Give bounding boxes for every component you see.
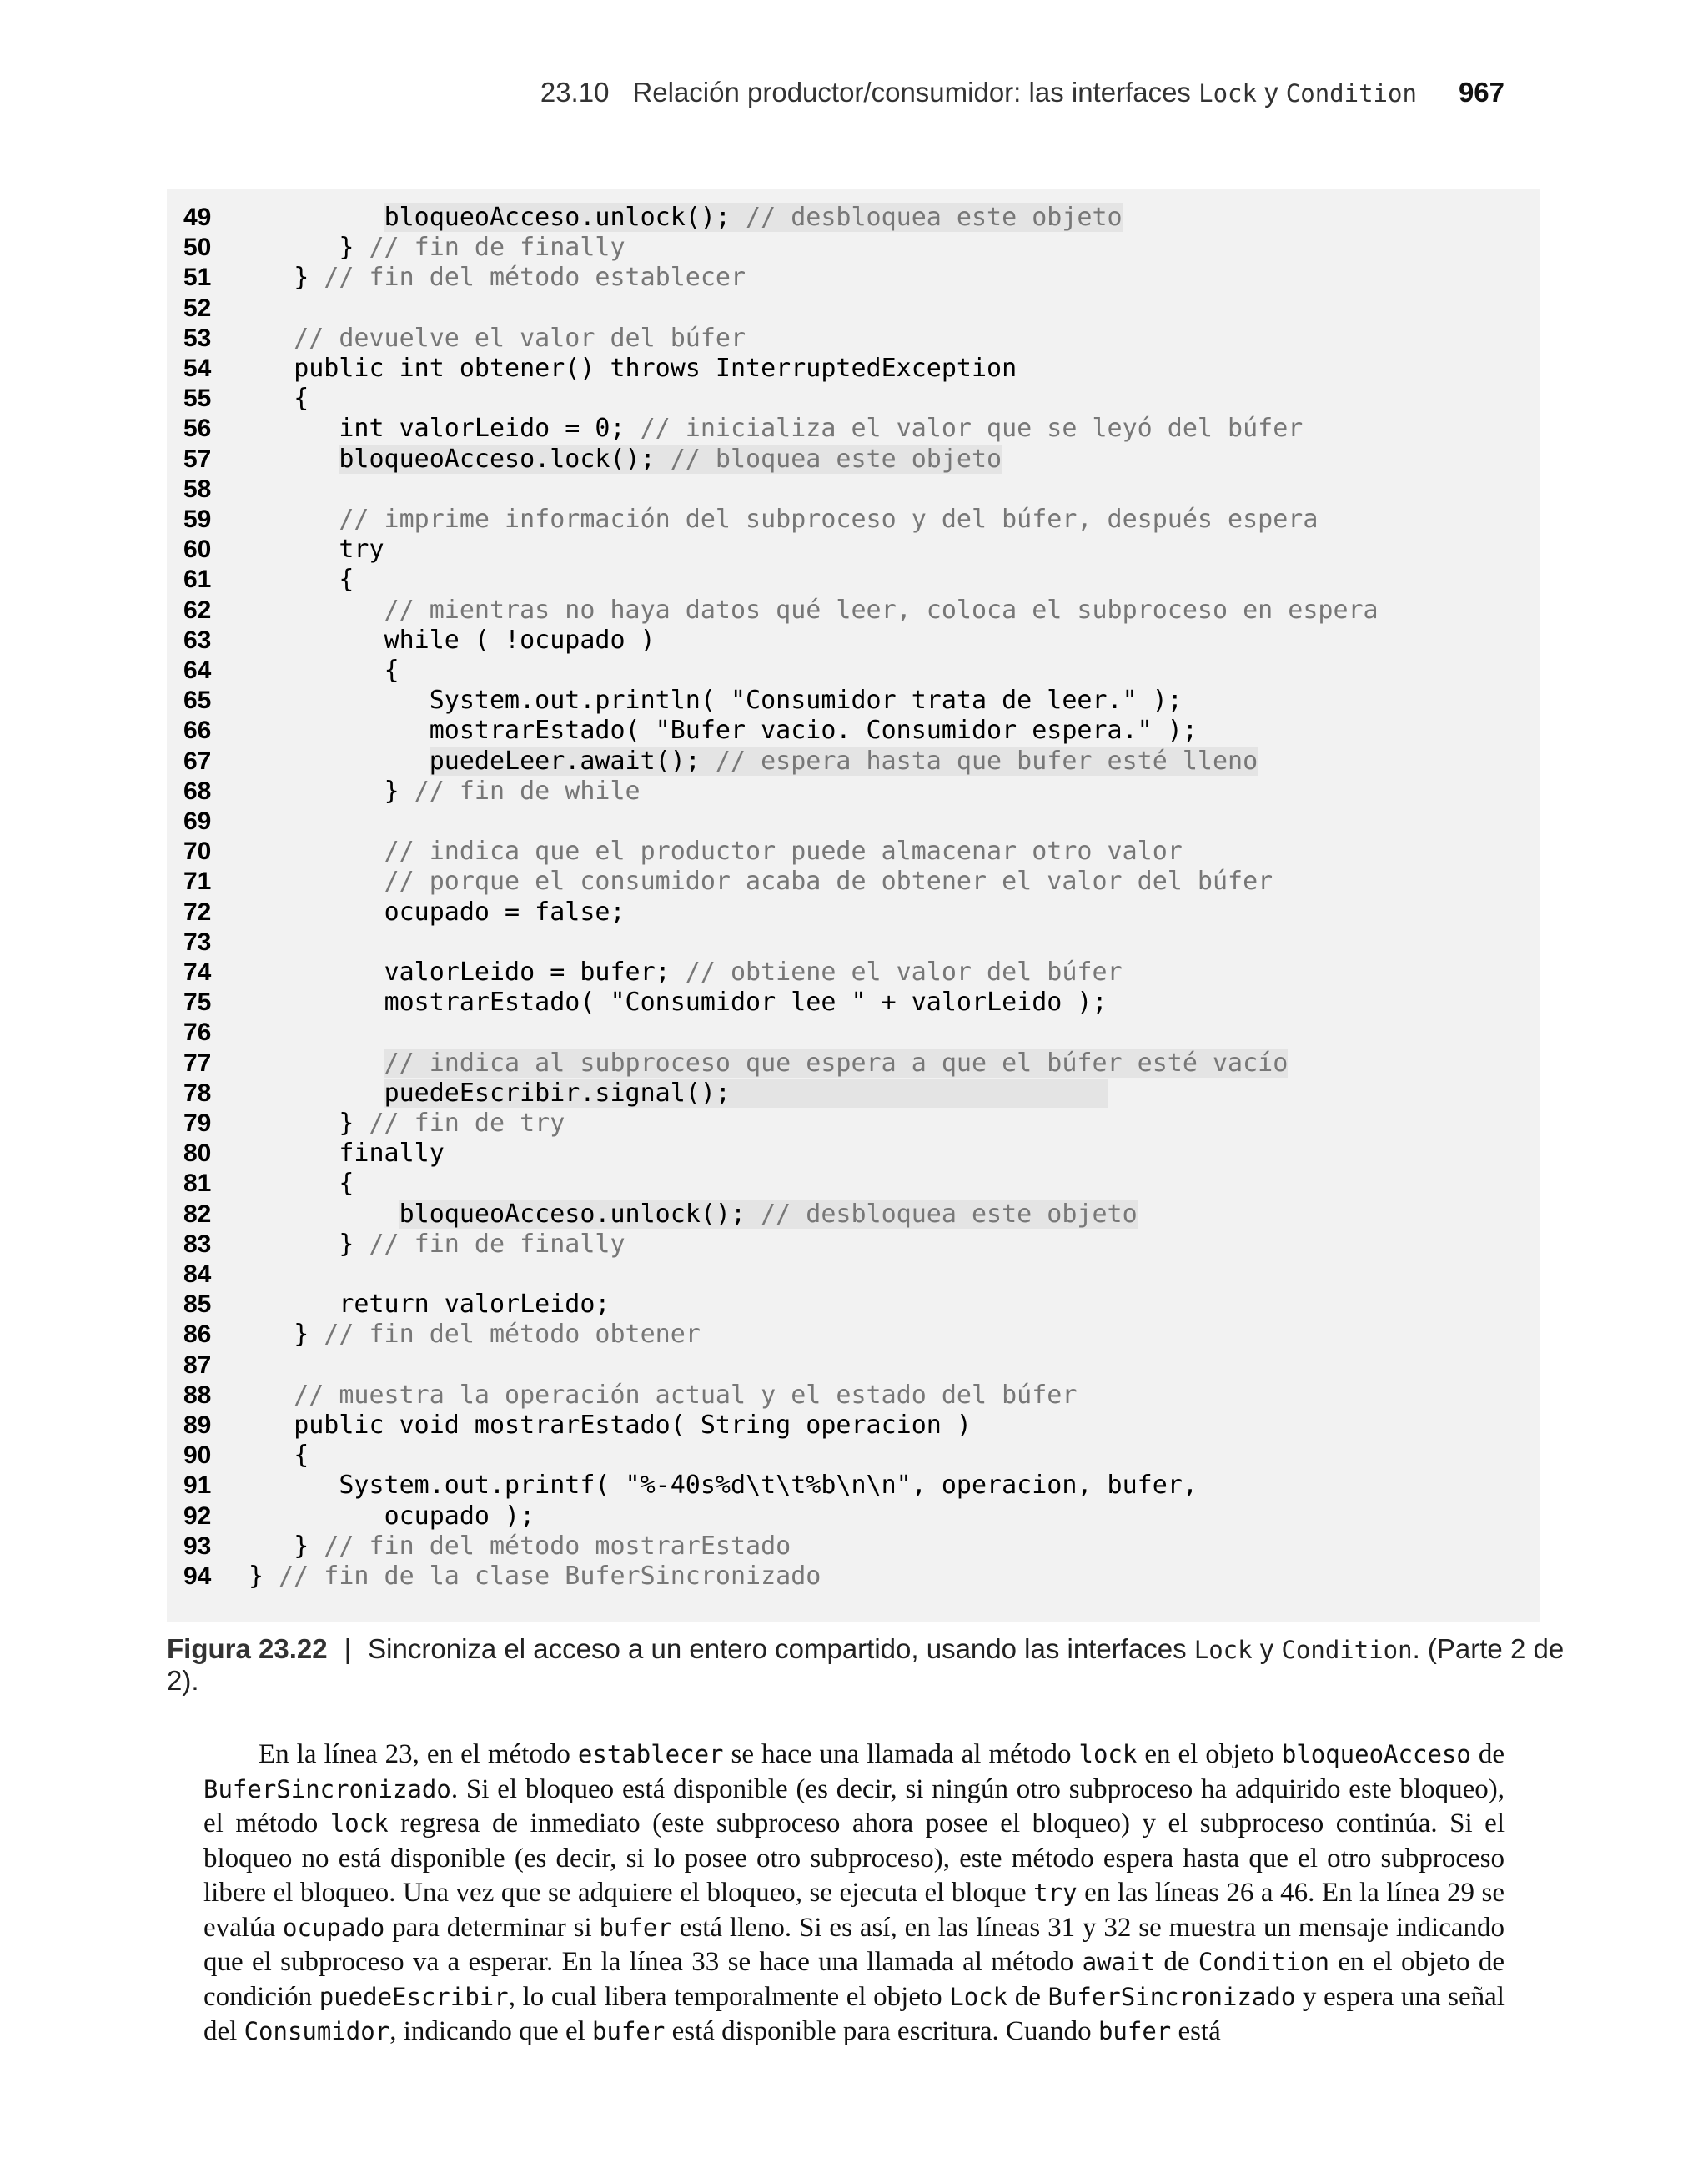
code-indent [249, 414, 339, 443]
code-indent [249, 565, 339, 594]
code-indent [249, 1049, 384, 1078]
code-text [249, 203, 1123, 233]
code-body [384, 1049, 1289, 1078]
code-body [339, 445, 1002, 474]
code-text [249, 1441, 309, 1471]
code-text [249, 988, 1108, 1018]
page-number: 967 [1458, 77, 1505, 108]
code-text [249, 1501, 535, 1532]
code-body [294, 354, 1017, 383]
code-comment: // devuelve el valor del búfer [294, 323, 746, 353]
code-statement: puedeEscribir.signal(); [384, 1078, 1108, 1108]
line-number: 84 [183, 1260, 212, 1288]
code-body [384, 596, 1379, 625]
line-number: 92 [183, 1501, 212, 1530]
code-comment: // mientras no haya datos qué leer, coloca el subproceso en espera [384, 595, 1379, 625]
code-indent [249, 1169, 339, 1198]
code-indent [249, 958, 384, 987]
code-text [249, 1381, 1077, 1411]
code-indent [249, 716, 430, 745]
code-body [294, 1532, 791, 1561]
line-number: 78 [183, 1079, 212, 1107]
code-indent [249, 988, 384, 1017]
inline-code: puedeEscribir [319, 1982, 509, 2011]
text: está disponible para escritura. Cuando [665, 2016, 1098, 2046]
code-comment: // fin del método establecer [324, 263, 746, 293]
code-indent [249, 505, 339, 534]
line-number: 66 [183, 717, 212, 745]
code-body [384, 1501, 535, 1531]
code-comment: // indica que el productor puede almacenar otro valor [384, 837, 1183, 867]
running-title-code-condition: Condition [1285, 79, 1417, 108]
code-body [294, 263, 746, 292]
line-number: 86 [183, 1320, 212, 1349]
code-indent [249, 747, 430, 776]
code-body [294, 1441, 309, 1470]
line-number: 73 [183, 928, 212, 956]
line-number: 83 [183, 1230, 212, 1258]
code-body [294, 384, 309, 413]
code-comment: // fin de try [369, 1109, 565, 1138]
code-body [339, 1109, 565, 1138]
running-title-text: Relación productor/consumidor: las interfaces [632, 77, 1191, 108]
inline-code: lock [329, 1809, 389, 1838]
inline-code: bloqueoAcceso [1281, 1740, 1471, 1768]
code-indent [249, 445, 339, 474]
line-number: 90 [183, 1441, 212, 1470]
running-title-code-lock: Lock [1198, 79, 1257, 108]
code-text [249, 777, 640, 807]
code-statement: public void mostrarEstado( String operacion ) [294, 1411, 972, 1440]
inline-code: BuferSincronizado [203, 1774, 451, 1803]
code-indent [249, 354, 294, 383]
line-number: 63 [183, 626, 212, 654]
code-statement: mostrarEstado( "Consumidor lee " + valorLeido ); [384, 988, 1108, 1018]
code-body [384, 837, 1183, 866]
code-body [294, 1320, 701, 1349]
code-statement: bloqueoAcceso.unlock(); [399, 1199, 761, 1229]
code-comment: // desbloquea este objeto [746, 203, 1123, 232]
line-number: 51 [183, 264, 212, 292]
code-text [249, 898, 625, 928]
section-number: 23.10 [540, 77, 610, 108]
code-text [249, 1139, 445, 1169]
code-text [249, 686, 1183, 716]
line-number: 69 [183, 807, 212, 835]
line-number: 55 [183, 385, 212, 413]
code-comment: // muestra la operación actual y el estado del búfer [294, 1380, 1078, 1410]
text: En la línea 23, en el método [259, 1739, 578, 1769]
running-title-conj: y [1264, 77, 1278, 108]
code-text [249, 1079, 1108, 1109]
line-number: 61 [183, 566, 212, 594]
code-statement: } [339, 1229, 369, 1259]
line-number: 56 [183, 415, 212, 443]
text: de [1470, 1739, 1505, 1769]
inline-code: establecer [577, 1740, 724, 1768]
code-body [384, 958, 1123, 987]
text: . Si el bloqueo está disponible (es decir, si ningún otro subproceso ha adquirido este bloqueo), el método [203, 1773, 1505, 1838]
line-number: 74 [183, 958, 212, 986]
inline-code: Lock [949, 1982, 1008, 2011]
line-number: 81 [183, 1169, 212, 1198]
code-statement: public int obtener() throws InterruptedException [294, 354, 1017, 383]
code-body [339, 1139, 444, 1168]
line-number: 77 [183, 1049, 212, 1077]
code-statement: { [294, 384, 309, 414]
code-comment: // espera hasta que bufer esté lleno [715, 746, 1258, 776]
code-indent [249, 1079, 384, 1108]
inline-code: lock [1078, 1740, 1138, 1768]
inline-code: bufer [599, 1913, 672, 1942]
line-number: 82 [183, 1200, 212, 1228]
code-comment: // desbloquea este objeto [761, 1199, 1138, 1229]
code-statement: } [294, 1320, 324, 1350]
code-statement: finally [339, 1139, 445, 1169]
code-body [430, 747, 1258, 776]
line-number: 85 [183, 1290, 212, 1319]
line-number: 71 [183, 868, 212, 896]
code-statement: int valorLeido = 0; [339, 414, 640, 444]
code-body [384, 626, 656, 655]
code-comment: // fin del método mostrarEstado [324, 1531, 791, 1561]
code-text [249, 1320, 701, 1350]
code-body [339, 1290, 610, 1319]
code-text [249, 1049, 1288, 1079]
line-number: 89 [183, 1411, 212, 1439]
code-indent [249, 656, 384, 685]
line-number: 87 [183, 1351, 212, 1379]
code-indent [249, 777, 384, 806]
line-number: 62 [183, 596, 212, 624]
code-text [249, 837, 1183, 867]
code-statement: } [294, 263, 324, 293]
text: , lo cual libera temporalmente el objeto [508, 1981, 950, 2012]
inline-code: await [1082, 1948, 1155, 1976]
code-indent [249, 686, 430, 715]
code-text [249, 505, 1318, 535]
text: en el objeto de condición [203, 1947, 1505, 2012]
code-text [249, 324, 746, 354]
code-statement: { [384, 656, 399, 685]
inline-code: try [1033, 1879, 1078, 1907]
code-body [430, 716, 1198, 745]
code-text [249, 596, 1379, 626]
line-number: 76 [183, 1019, 212, 1047]
code-statement: { [294, 1441, 309, 1471]
code-text [249, 1290, 610, 1320]
caption-text: Sincroniza el acceso a un entero compartido, usando las interfaces [368, 1633, 1187, 1664]
code-body [384, 898, 625, 927]
code-indent [249, 1441, 294, 1470]
line-number: 65 [183, 687, 212, 715]
code-statement: } [339, 233, 369, 263]
code-indent [249, 1320, 294, 1349]
code-indent [249, 535, 339, 564]
code-indent [249, 837, 384, 866]
code-statement: } [249, 1562, 279, 1591]
code-statement: } [384, 776, 414, 806]
code-statement: System.out.printf( "%-40s%d\t\t%b\n\n", operacion, bufer, [339, 1471, 1198, 1501]
line-number: 52 [183, 294, 212, 322]
code-statement: { [339, 565, 354, 595]
code-body [399, 1200, 1138, 1229]
code-indent [249, 1471, 339, 1500]
text: y espera una señal del [203, 1981, 1505, 2046]
line-number: 91 [183, 1471, 212, 1500]
code-indent [249, 1501, 384, 1531]
line-number: 53 [183, 324, 212, 352]
code-comment: // fin de finally [369, 1229, 625, 1259]
line-number: 94 [183, 1562, 212, 1590]
running-title [632, 77, 1417, 108]
line-number: 58 [183, 475, 212, 503]
text: se hace una llamada al método [723, 1739, 1079, 1769]
code-indent [249, 1109, 339, 1138]
line-number: 50 [183, 234, 212, 262]
code-indent [249, 203, 384, 232]
code-body [339, 505, 1318, 534]
code-text [249, 1411, 972, 1441]
code-indent [249, 898, 384, 927]
code-body [294, 1411, 972, 1440]
code-comment: // fin de la clase BuferSincronizado [279, 1562, 821, 1591]
code-comment: // fin de while [414, 776, 640, 806]
code-text [249, 747, 1258, 777]
code-comment: // fin de finally [369, 233, 625, 263]
code-statement: bloqueoAcceso.lock(); [339, 444, 671, 474]
line-number: 49 [183, 204, 212, 231]
code-text [249, 1109, 565, 1139]
code-statement: ocupado = false; [384, 897, 625, 927]
code-statement: System.out.println( "Consumidor trata de leer." ); [429, 686, 1183, 716]
inline-code: ocupado [283, 1913, 385, 1942]
text: regresa de inmediato (este subproceso ahora posee el bloqueo) y el subproceso continúa. Si el bloqueo no está disponible (es decir, si lo posee otro subproceso), este método espera hasta que el otro subproceso libere el bloqueo. Una vez que se adquiere el bloqueo, se ejecuta el bloque [203, 1808, 1505, 1908]
text: está lleno. Si es así, en las líneas 31 y 32 se muestra un mensaje indicando que el subproceso va a esperar. En la línea 33 se hace una llamada al método [203, 1912, 1505, 1977]
code-body [294, 1381, 1077, 1410]
code-indent [249, 1139, 339, 1168]
text: está [1171, 2016, 1221, 2046]
code-indent [249, 324, 294, 353]
code-text [249, 233, 625, 263]
caption-separator: | [344, 1633, 352, 1664]
caption-conj: y [1259, 1633, 1274, 1664]
text: en el objeto [1137, 1739, 1282, 1769]
code-body [384, 203, 1123, 232]
code-body [339, 565, 354, 594]
line-number: 54 [183, 355, 212, 382]
inline-code: Consumidor [244, 2017, 390, 2045]
figure-label: Figura 23.22 [167, 1633, 328, 1664]
code-statement: puedeLeer.await(); [429, 746, 716, 776]
code-statement: } [294, 1531, 324, 1561]
line-number: 75 [183, 988, 212, 1017]
code-text [249, 958, 1123, 988]
code-indent [249, 263, 294, 292]
code-text [249, 384, 309, 414]
code-comment: // inicializa el valor que se leyó del búfer [640, 414, 1304, 444]
code-body [384, 867, 1273, 896]
code-text [249, 1230, 625, 1260]
code-body [384, 777, 640, 806]
code-indent [249, 596, 384, 625]
inline-code: bufer [1098, 2017, 1172, 2045]
code-text [249, 445, 1002, 475]
code-body [249, 1562, 821, 1591]
line-number: 93 [183, 1532, 212, 1560]
body-paragraph [203, 1738, 1505, 2050]
code-body [339, 1471, 1198, 1500]
text: , indicando que el [389, 2016, 593, 2046]
code-comment: // imprime información del subproceso y del búfer, después espera [339, 505, 1319, 534]
code-indent [249, 1290, 339, 1319]
line-number: 72 [183, 898, 212, 926]
line-number: 88 [183, 1381, 212, 1409]
code-text [249, 716, 1198, 746]
code-statement: { [339, 1169, 354, 1199]
page-header [167, 77, 1505, 108]
code-body [384, 656, 399, 685]
code-body [339, 1169, 354, 1198]
code-body [339, 535, 384, 564]
text: para determinar si [384, 1912, 600, 1943]
code-comment: // porque el consumidor acaba de obtener el valor del búfer [384, 867, 1273, 897]
code-indent [249, 1532, 294, 1561]
code-text [249, 414, 1303, 444]
code-text [249, 626, 656, 656]
line-number: 67 [183, 747, 212, 775]
code-statement: return valorLeido; [339, 1290, 610, 1320]
line-number: 70 [183, 837, 212, 866]
code-listing [167, 189, 1540, 1622]
line-number: 79 [183, 1109, 212, 1137]
code-indent [249, 1381, 294, 1410]
text: en las líneas 26 a 46. En la línea 29 se evalúa [203, 1878, 1505, 1943]
code-statement: } [339, 1109, 369, 1138]
code-text [249, 1532, 791, 1562]
code-indent [249, 1200, 399, 1229]
code-statement: valorLeido = bufer; [384, 958, 686, 987]
code-text [249, 263, 746, 293]
code-statement: try [339, 535, 384, 565]
code-text [249, 1200, 1138, 1230]
code-indent [249, 384, 294, 413]
code-body [430, 686, 1183, 715]
line-number: 68 [183, 777, 212, 805]
caption-text-end: . (Parte 2 de 2). [167, 1633, 1565, 1696]
code-comment: // fin del método obtener [324, 1320, 701, 1350]
code-text [249, 1169, 354, 1199]
line-number: 80 [183, 1139, 212, 1168]
code-comment: // obtiene el valor del búfer [685, 958, 1123, 987]
code-indent [249, 1411, 294, 1440]
code-body [384, 1079, 1108, 1108]
code-text [249, 565, 354, 595]
code-text [249, 535, 384, 565]
text: de [1154, 1947, 1198, 1977]
caption-code-condition: Condition [1281, 1636, 1413, 1664]
code-statement: bloqueoAcceso.unlock(); [384, 203, 746, 232]
text: de [1007, 1981, 1048, 2012]
line-number: 60 [183, 536, 212, 564]
code-body [339, 233, 625, 262]
code-comment: // indica al subproceso que espera a que el búfer esté vacío [384, 1048, 1289, 1078]
inline-code: Condition [1198, 1948, 1329, 1976]
code-text [249, 867, 1273, 897]
code-indent [249, 1230, 339, 1259]
code-text [249, 1562, 821, 1592]
code-comment: // bloquea este objeto [670, 444, 1002, 474]
code-indent [249, 867, 384, 896]
paragraph [203, 1738, 1505, 2050]
code-text [249, 1471, 1198, 1501]
code-indent [249, 233, 339, 262]
code-text [249, 354, 1017, 384]
code-body [339, 1230, 625, 1259]
inline-code: BuferSincronizado [1047, 1982, 1296, 2011]
figure-caption [167, 1633, 1585, 1697]
line-number: 59 [183, 506, 212, 533]
code-statement: ocupado ); [384, 1501, 535, 1531]
code-statement: while ( !ocupado ) [384, 625, 656, 655]
code-body [384, 988, 1108, 1017]
code-statement: mostrarEstado( "Bufer vacio. Consumidor espera." ); [429, 716, 1198, 746]
code-text [249, 656, 399, 686]
code-body [339, 414, 1303, 443]
caption-code-lock: Lock [1193, 1636, 1253, 1664]
inline-code: bufer [592, 2017, 666, 2045]
code-indent [249, 626, 384, 655]
line-number: 57 [183, 445, 212, 473]
line-number: 64 [183, 656, 212, 684]
code-body [294, 324, 746, 353]
